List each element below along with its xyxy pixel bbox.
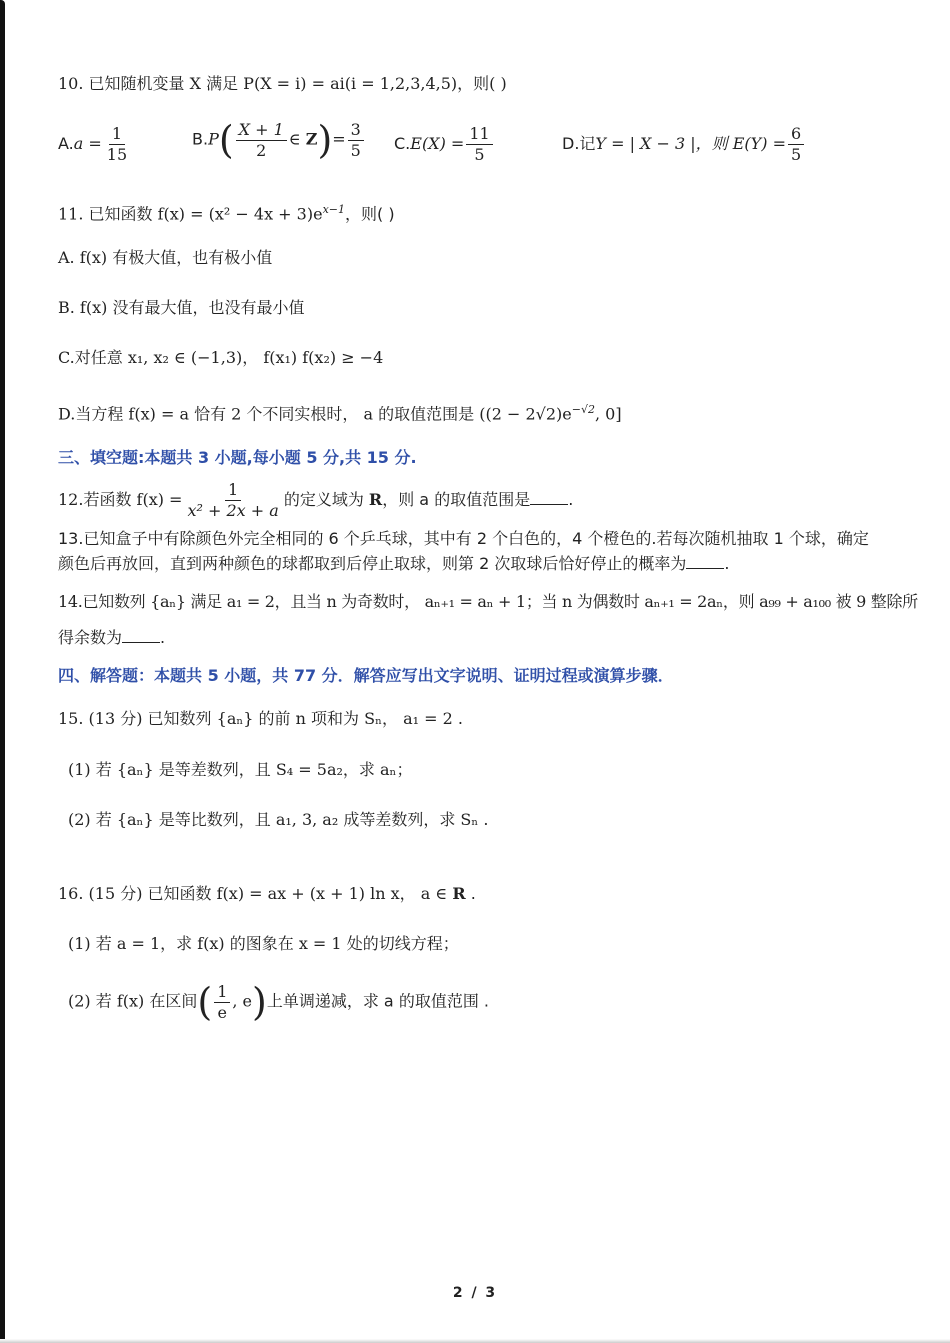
q10-option-d: D.记Y = | X − 3 |，则 E(Y) = $\frac{6}{5}$	[562, 124, 806, 165]
q12-answer-blank	[530, 490, 568, 505]
q16-part-1: (1) 若 a = 1，求 f(x) 的图象在 x = 1 处的切线方程；	[68, 934, 459, 953]
q11-option-a: A. f(x) 有极大值，也有极小值	[58, 248, 273, 267]
q14-answer-blank	[122, 628, 160, 643]
q16-stem: 16. (15 分) 已知函数 f(x) = ax + (x + 1) ln x， a ∈ R .	[58, 884, 476, 903]
q14-line-1: 14.已知数列 {aₙ} 满足 a₁ = 2，且当 n 为奇数时， aₙ₊₁ = aₙ + 1；当 n 为偶数时 aₙ₊₁ = 2aₙ，则 a₉₉ + a₁₀₀ 被 9 整除所	[58, 592, 918, 611]
q13-answer-blank	[686, 554, 724, 569]
q10-option-c: C.E(X) = $\frac{11}{5}$	[394, 124, 495, 165]
q13-line-2: 颜色后再放回，直到两种颜色的球都取到后停止取球，则第 2 次取球后恰好停止的概率为 .	[58, 554, 730, 573]
page-number: 2 / 3	[452, 1285, 498, 1301]
q10-options	[58, 120, 910, 172]
q15-part-2: (2) 若 {aₙ} 是等比数列，且 a₁, 3, a₂ 成等差数列，求 Sₙ .	[68, 810, 489, 829]
q10-option-a: A.a = $\frac{1}{15}$	[58, 124, 128, 164]
q10-option-b: B.P( $\frac{X + 1}{2}$ ∈ Z)= $\frac{3}{5}$	[192, 118, 366, 162]
q13-line-1: 13.已知盒子中有除颜色外完全相同的 6 个乒乓球，其中有 2 个白色的，4 个橙色的.若每次随机抽取 1 个球，确定	[58, 529, 869, 548]
section-3-heading: 三、填空题:本题共 3 小题,每小题 5 分,共 15 分.	[58, 448, 417, 467]
section-4-heading: 四、解答题：本题共 5 小题，共 77 分．解答应写出文字说明、证明过程或演算步骤．	[58, 666, 674, 685]
q10-stem: 10. 已知随机变量 X 满足 P(X = i) = ai(i = 1,2,3,4,5)，则( )	[58, 74, 507, 93]
q11-option-c: C.对任意 x₁, x₂ ∈ (−1,3)， f(x₁) f(x₂) ≥ −4	[58, 348, 384, 367]
q11-option-d: D.当方程 f(x) = a 恰有 2 个不同实根时， a 的取值范围是 ($(2 - 2√2)e^{-√2}$, 0]	[58, 403, 622, 424]
q14-line-2: 得余数为 .	[58, 628, 166, 647]
page-bottom-edge	[0, 1339, 950, 1343]
q12: 12.若函数 f(x) = $\frac{1}{\text{x² + 2x + a}}$ 的定义域为 R，则 a 的取值范围是 .	[58, 480, 574, 520]
q11-option-b: B. f(x) 没有最大值，也没有最小值	[58, 298, 305, 317]
page-left-edge	[0, 0, 5, 1343]
q16-part-2: (2) 若 f(x) 在区间( $\frac{1}{e}$ , e)上单调递减，求 a 的取值范围 .	[68, 980, 489, 1024]
q15-stem: 15. (13 分) 已知数列 {aₙ} 的前 n 项和为 Sₙ， a₁ = 2 .	[58, 709, 463, 728]
q11-stem: 11. 已知函数 $f(x) = (x^2 - 4x + 3)e^{x-1}$，则( )	[58, 203, 395, 224]
q15-part-1: (1) 若 {aₙ} 是等差数列，且 S₄ = 5a₂，求 aₙ；	[68, 760, 413, 779]
